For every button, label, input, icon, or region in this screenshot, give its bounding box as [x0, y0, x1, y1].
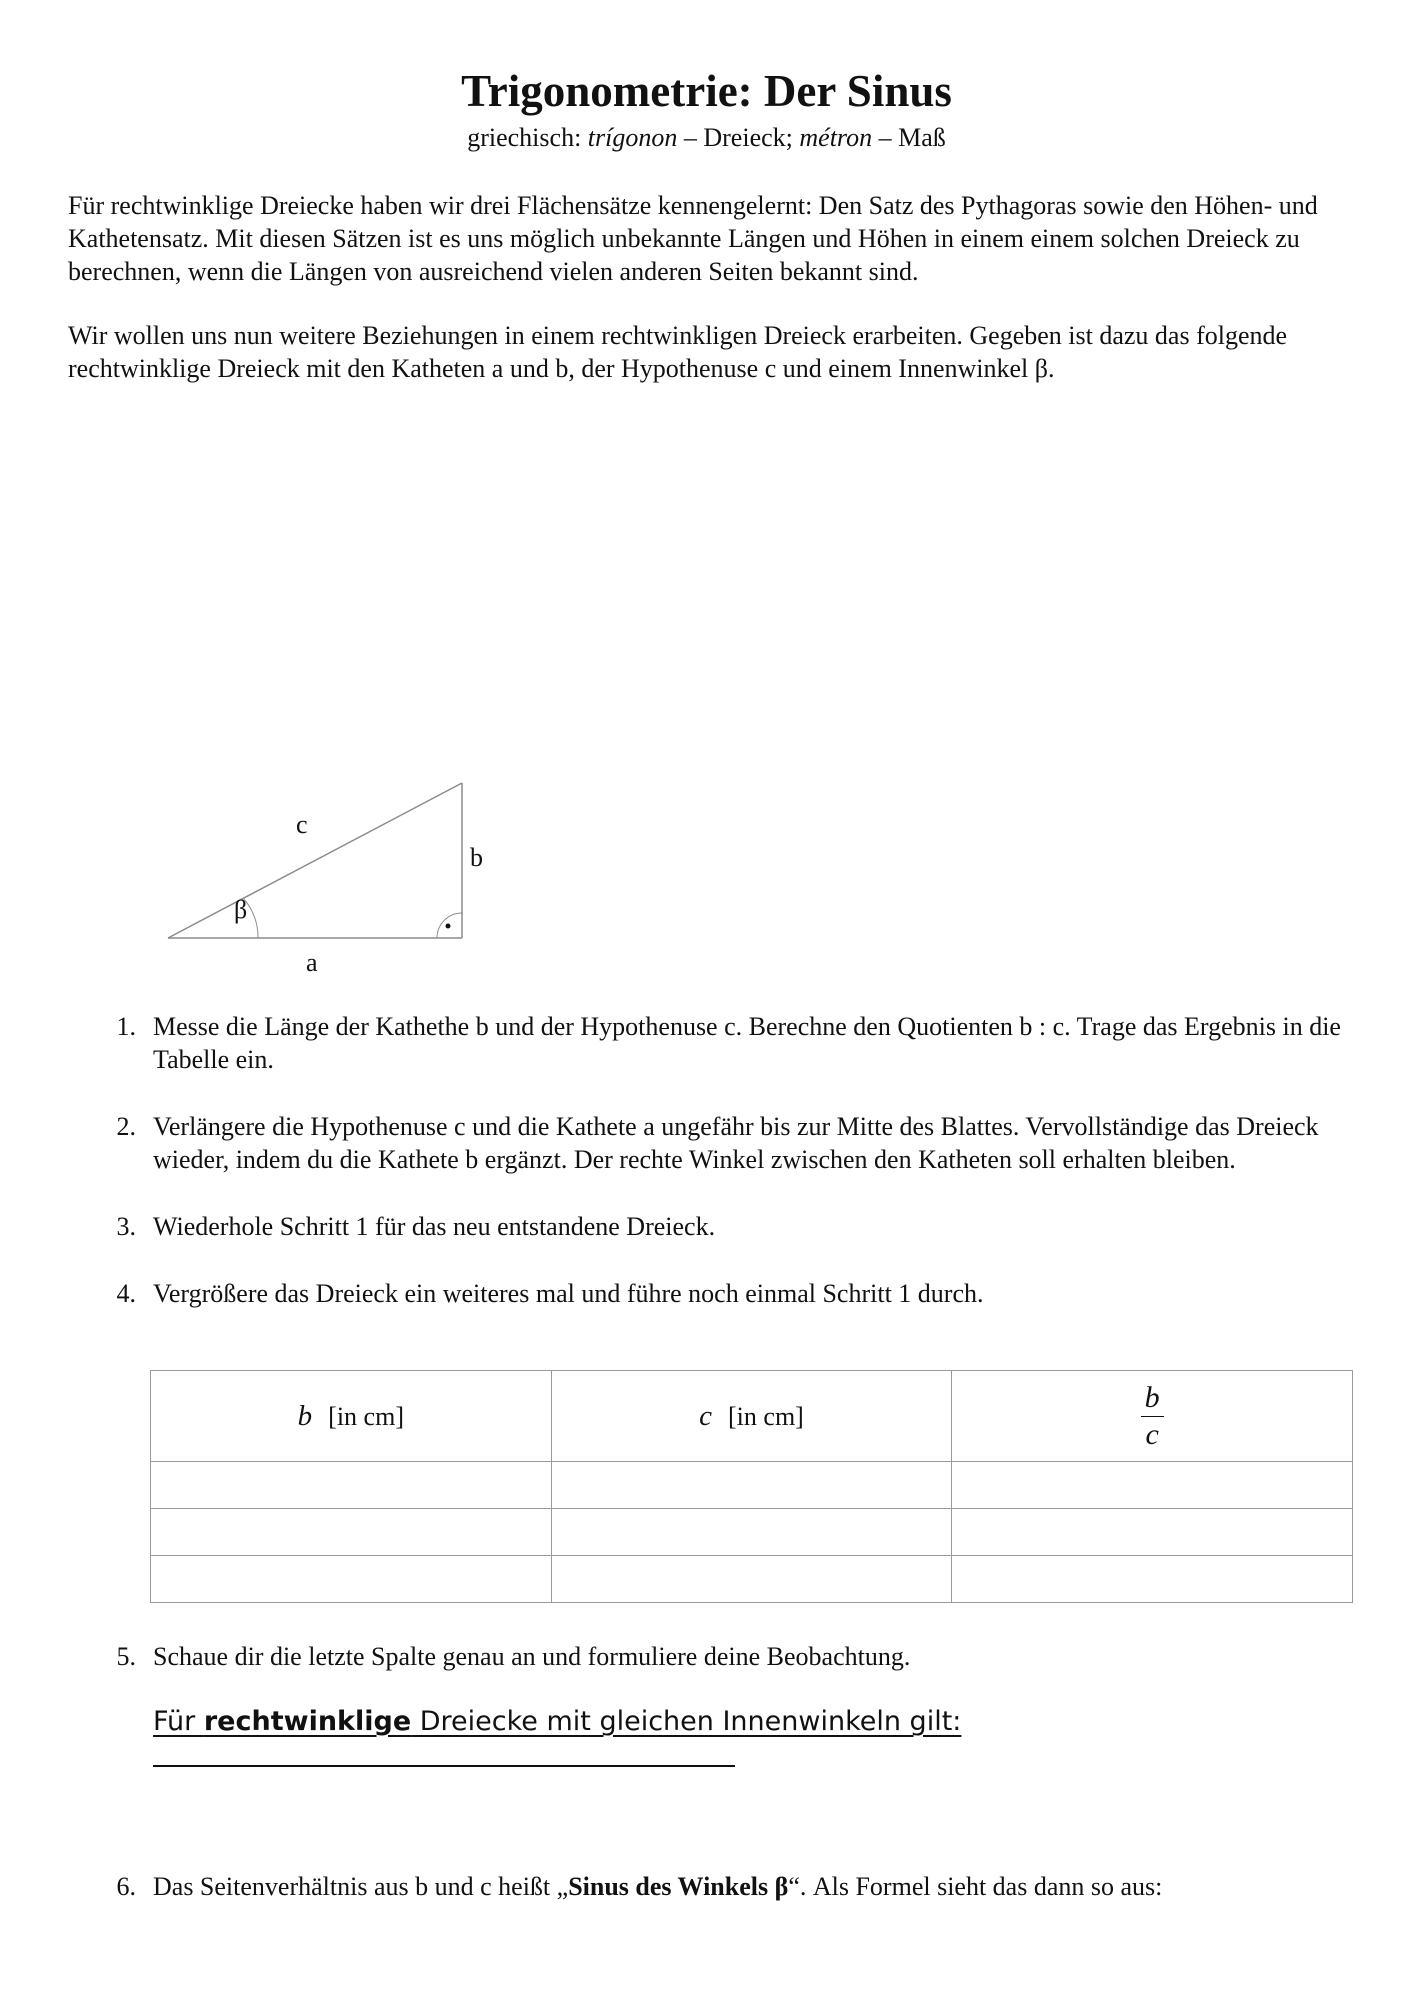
table-row — [151, 1462, 1353, 1509]
table-cell[interactable] — [952, 1462, 1353, 1509]
table-cell[interactable] — [151, 1462, 552, 1509]
header-b-unit: [in cm] — [328, 1401, 404, 1431]
intro-paragraph-2: Wir wollen uns nun weitere Beziehungen in einem rechtwinkligen Dreieck erarbeiten. Gegeben ist dazu das folgende rechtwinklige Dreieck mit den Katheten a und b, der Hypothenuse c und einem Innenwinkel β. — [68, 321, 1288, 383]
table-cell[interactable] — [551, 1509, 952, 1556]
task-item — [100, 1277, 1360, 1310]
right-triangle-diagram — [150, 770, 490, 990]
task-text: Wiederhole Schritt 1 für das neu entstandene Dreieck. — [153, 1212, 716, 1241]
statement-bold: rechtwinklige — [203, 1706, 412, 1737]
fraction-denominator: c — [1145, 1417, 1159, 1451]
page-subtitle — [0, 122, 1413, 153]
task-text-after: “. Als Formel sieht das dann so aus: — [788, 1872, 1163, 1901]
task-text: Vergrößere das Dreieck ein weiteres mal und führe noch einmal Schritt 1 durch. — [153, 1279, 984, 1308]
task-text: Schaue dir die letzte Spalte genau an und formuliere deine Beobachtung. — [153, 1642, 911, 1671]
table-cell[interactable] — [551, 1462, 952, 1509]
task-item — [100, 1110, 1360, 1176]
statement-line — [153, 1705, 1165, 1739]
measurement-table — [150, 1370, 1353, 1603]
task-item-6 — [100, 1870, 1413, 1903]
task-number: 1. — [116, 1012, 136, 1041]
page-title: Trigonometrie: Der Sinus — [461, 66, 952, 116]
subtitle-middle: – Dreieck; — [677, 123, 800, 152]
header-b — [151, 1371, 552, 1462]
task-text: Verlängere die Hypothenuse c und die Kathete a ungefähr bis zur Mitte des Blattes. Vervollständige das Dreieck wieder, indem du die Kathete b ergänzt. Der rechte Winkel zwischen den Katheten soll erhalten bleiben. — [153, 1112, 1319, 1174]
label-a: a — [306, 948, 318, 977]
statement-suffix: Dreiecke mit gleichen Innenwinkeln gilt: — [411, 1706, 962, 1737]
task-item — [100, 1210, 1360, 1243]
header-c — [551, 1371, 952, 1462]
measurement-table-container — [150, 1370, 1353, 1602]
intro-paragraph-1: Für rechtwinklige Dreiecke haben wir drei Flächensätze kennengelernt: Den Satz des Pythagoras sowie den Höhen- und Kathetensatz. Mit diesen Sätzen ist es uns möglich unbekannte Längen und Höhen in einem einem solchen Dreieck zu berechnen, wenn die Längen von ausreichend vielen anderen Seiten bekannt sind. — [68, 191, 1318, 286]
observation-statement — [153, 1705, 1153, 1739]
header-ratio — [952, 1371, 1353, 1462]
side-c-line — [168, 783, 462, 938]
subtitle-prefix: griechisch: — [467, 123, 588, 152]
task-number: 4. — [116, 1279, 136, 1308]
task-text: Messe die Länge der Kathethe b und der Hypothenuse c. Berechne den Quotienten b : c. Trage das Ergebnis in die Tabelle ein. — [153, 1012, 1341, 1074]
table-cell[interactable] — [952, 1556, 1353, 1603]
table-cell[interactable] — [151, 1556, 552, 1603]
task-item — [100, 1010, 1360, 1076]
table-cell[interactable] — [151, 1509, 552, 1556]
statement-prefix: Für — [153, 1706, 204, 1737]
header-c-unit: [in cm] — [728, 1401, 804, 1431]
task-list — [100, 1010, 1360, 1310]
table-cell[interactable] — [952, 1509, 1353, 1556]
right-angle-dot — [446, 924, 451, 929]
task-number: 6. — [116, 1872, 136, 1901]
fraction-numerator: b — [1141, 1382, 1164, 1417]
header-b-var: b — [297, 1399, 313, 1432]
answer-line[interactable] — [153, 1765, 735, 1767]
label-beta: β — [234, 895, 248, 924]
subtitle-suffix: – Maß — [872, 123, 946, 152]
task-text-before: Das Seitenverhältnis aus b und c heißt „ — [153, 1872, 569, 1901]
table-header-row — [151, 1371, 1353, 1462]
table-cell[interactable] — [551, 1556, 952, 1603]
task-number: 5. — [116, 1642, 136, 1671]
task-item-5 — [100, 1640, 1413, 1673]
ratio-fraction — [1141, 1382, 1164, 1451]
table-row — [151, 1556, 1353, 1603]
task-text-bold: Sinus des Winkels β — [568, 1872, 789, 1901]
label-b: b — [470, 843, 483, 872]
header-c-var: c — [699, 1399, 713, 1432]
subtitle-word-metron: métron — [799, 123, 873, 152]
task-number: 3. — [116, 1212, 136, 1241]
table-row — [151, 1509, 1353, 1556]
subtitle-word-trigonon: trígonon — [587, 123, 678, 152]
label-c: c — [296, 810, 308, 839]
task-number: 2. — [116, 1112, 136, 1141]
